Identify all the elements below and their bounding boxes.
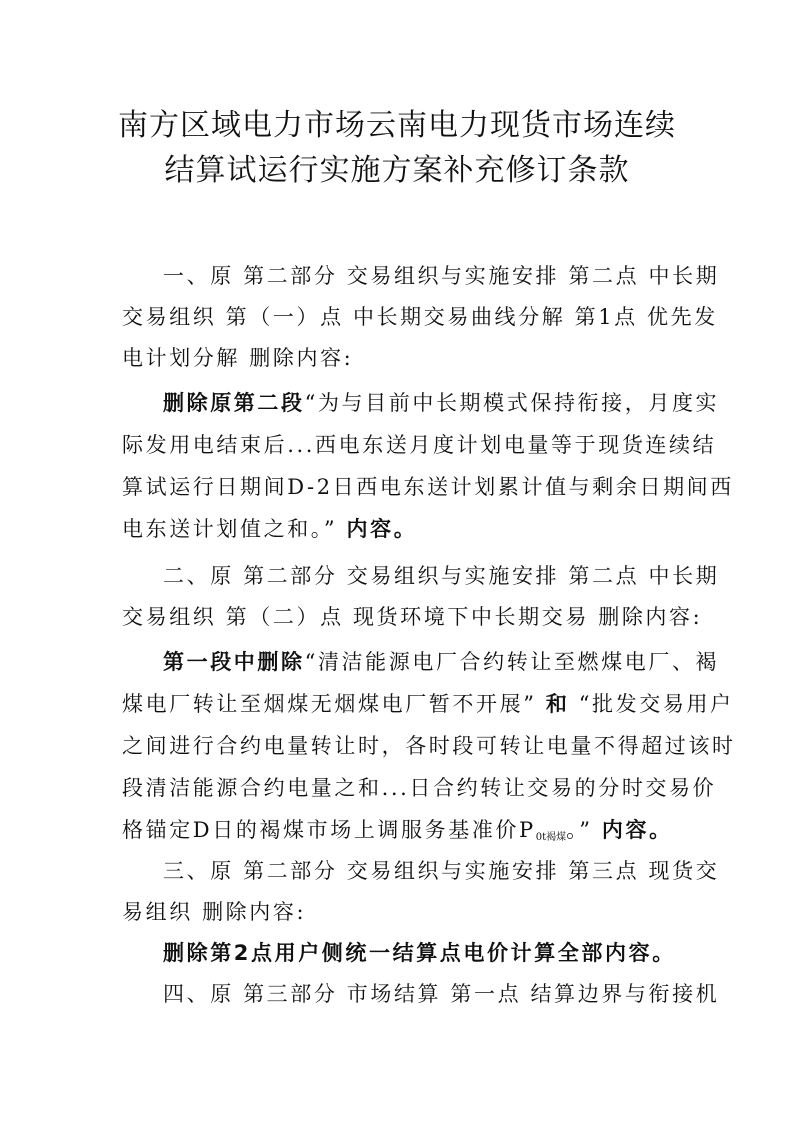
section-2-bold-prefix: 第一段中删除 — [163, 650, 305, 674]
section-2-quote-line-2b: “批发交易用户 — [578, 692, 734, 716]
section-1-quote-line-4: 电东送计划值之和。” — [122, 517, 338, 541]
section-2-quote-line-5b: 。” — [566, 818, 593, 842]
section-2-body-line-1 — [163, 648, 723, 676]
section-2-body-line-4: 段清洁能源合约电量之和...日合约转让交易的分时交易价 — [122, 776, 717, 800]
section-2-bold-and: 和 — [545, 692, 570, 716]
section-4-heading-line-1: 四、原 第三部分 市场结算 第一点 结算边界与衔接机 — [163, 982, 720, 1006]
section-2-heading-line-1: 二、原 第二部分 交易组织与实施安排 第二点 中长期 — [163, 564, 720, 588]
section-1-bold-suffix: 内容。 — [346, 517, 418, 541]
section-1-body-line-1 — [163, 389, 723, 417]
section-1-body-line-3: 算试运行日期间D-2日西电东送计划累计值与剩余日期间西 — [122, 475, 734, 499]
section-1-body-line-4 — [122, 515, 682, 543]
section-3-heading-line-1: 三、原 第二部分 交易组织与实施安排 第三点 现货交 — [163, 859, 720, 883]
section-1-body-line-2: 际发用电结束后...西电东送月度计划电量等于现货连续结 — [122, 433, 717, 457]
section-1-heading-line-1: 一、原 第二部分 交易组织与实施安排 第二点 中长期 — [163, 264, 720, 288]
document-title-line-2: 结算试运行实施方案补充修订条款 — [164, 153, 630, 188]
section-3-body — [163, 939, 723, 967]
section-3-bold-body: 删除第2点用户侧统一结算点电价计算全部内容。 — [163, 941, 676, 965]
section-2-body-line-2 — [122, 690, 734, 718]
section-2-quote-line-2a: 煤电厂转让至烟煤无烟煤电厂暂不开展” — [122, 692, 537, 716]
section-1-heading-line-3: 电计划分解 删除内容: — [122, 346, 354, 370]
section-1-bold-prefix: 删除原第二段 — [163, 391, 305, 415]
section-2-bold-suffix: 内容。 — [601, 818, 673, 842]
document-title-line-1: 南方区域电力市场云南电力现货市场连续 — [118, 108, 676, 143]
section-1-quote-line-1: “为与目前中长期模式保持衔接，月度实 — [304, 391, 720, 415]
section-3-heading-line-2: 易组织 删除内容: — [122, 900, 307, 924]
section-1-heading-line-2: 交易组织 第（一）点 中长期交易曲线分解 第1点 优先发 — [122, 305, 718, 329]
section-2-body-line-5 — [122, 816, 682, 852]
section-2-heading-line-2: 交易组织 第（二）点 现货环境下中长期交易 删除内容: — [122, 605, 703, 629]
price-subscript: 0t褐煤 — [535, 832, 567, 843]
section-2-quote-line-1: “清洁能源电厂合约转让至燃煤电厂、褐 — [304, 650, 720, 674]
section-2-body-line-3: 之间进行合约电量转让时，各时段可转让电量不得超过该时 — [122, 734, 736, 758]
section-2-quote-line-5a: 格锚定D日的褐煤市场上调服务基准价P — [122, 818, 536, 842]
